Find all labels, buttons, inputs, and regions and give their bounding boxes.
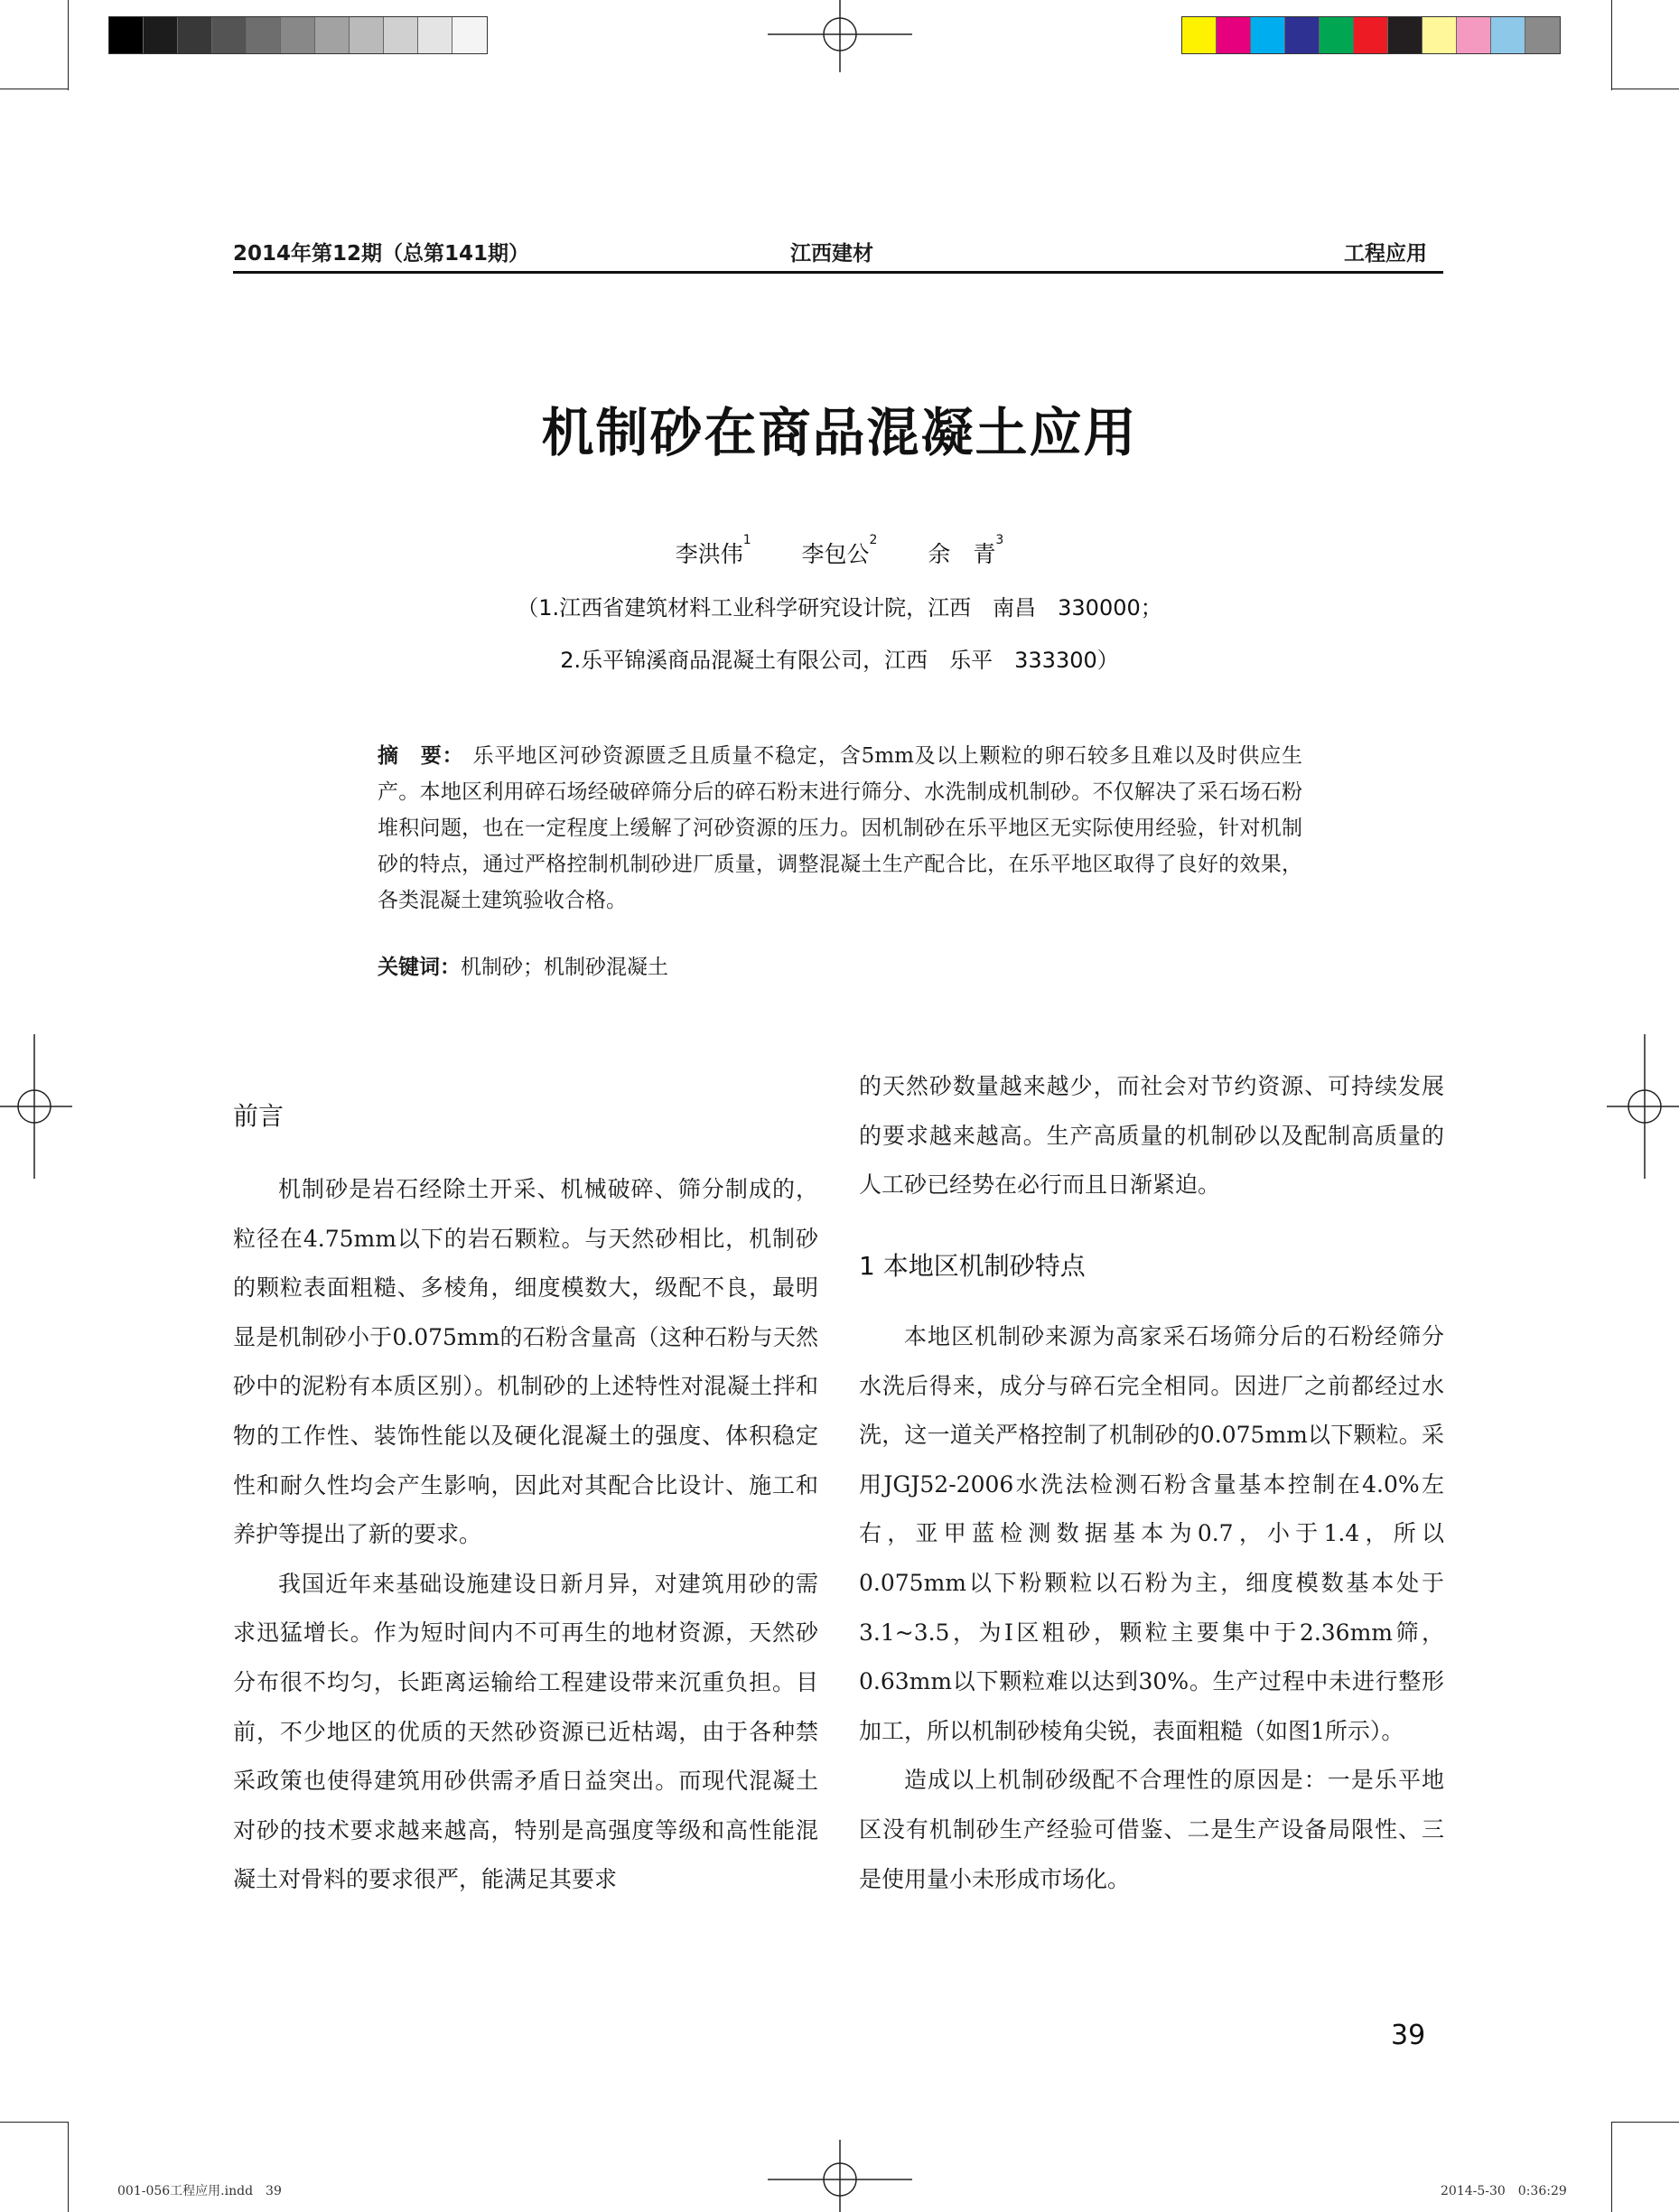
gray-swatch (178, 17, 212, 53)
footer-file: 001-056工程应用.indd 39 (117, 2184, 282, 2198)
registration-mark-top (768, 0, 912, 72)
color-swatch (1217, 17, 1251, 53)
abstract-label: 摘 要： (378, 744, 464, 768)
author-name: 李包公 (801, 541, 870, 567)
author-name: 余 青 (928, 541, 996, 567)
author-list (0, 533, 1679, 569)
page-number: 39 (1391, 2020, 1426, 2051)
right-column-body (859, 1312, 1444, 1904)
paragraph: 造成以上机制砂级配不合理性的原因是：一是乐平地区没有机制砂生产经验可借鉴、二是生产设备局限性、三是使用量小未形成市场化。 (859, 1767, 1444, 1892)
author-affiliation-mark: 2 (869, 533, 878, 547)
keywords-label: 关键词： (378, 956, 461, 979)
right-column-continuation (859, 1062, 1444, 1210)
color-swatch (1422, 17, 1457, 53)
paragraph: 我国近年来基础设施建设日新月异，对建筑用砂的需求迅猛增长。作为短时间内不可再生的地材资源，天然砂分布很不均匀，长距离运输给工程建设带来沉重负担。目前，不少地区的优质的天然砂资源已近枯竭，由于各种禁采政策也使得建筑用砂供需矛盾日益突出。而现代混凝土对砂的技术要求越来越高，特别是高强度等级和高性能混凝土对骨料的要求很严，能满足其要求 (233, 1570, 818, 1893)
color-swatch (1320, 17, 1354, 53)
section-heading-preface: 前言 (233, 1101, 284, 1131)
color-calibration-bar (1181, 16, 1561, 54)
paragraph: 本地区机制砂来源为高家采石场筛分后的石粉经筛分水洗后得来，成分与碎石完全相同。因进厂之前都经过水洗，这一道关严格控制了机制砂的0.075mm以下颗粒。采用JGJ52-2006水洗法检测石粉含量基本控制在4.0%左右，亚甲蓝检测数据基本为0.7，小于1.4，所以0.075mm以下粉颗粒以石粉为主，细度模数基本处于3.1~3.5，为Ⅰ区粗砂，颗粒主要集中于2.36mm筛，0.63mm以下颗粒难以达到30%。生产过程中未进行整形加工，所以机制砂棱角尖锐，表面粗糙（如图1所示）。 (859, 1323, 1444, 1744)
author-affiliation-mark: 3 (995, 533, 1004, 547)
affiliation-line: 2.乐平锦溪商品混凝土有限公司，江西 乐平 333300） (560, 648, 1119, 673)
gray-swatch (315, 17, 350, 53)
header-section: 工程应用 (1344, 242, 1427, 266)
color-swatch (1251, 17, 1285, 53)
gray-swatch (281, 17, 315, 53)
header-issue: 2014年第12期（总第141期） (233, 242, 530, 266)
registration-mark-right (1607, 1034, 1679, 1179)
gray-swatch (452, 17, 487, 53)
gray-swatch (384, 17, 418, 53)
color-swatch (1354, 17, 1388, 53)
footer-timestamp: 2014-5-30 0:36:29 (1441, 2184, 1567, 2198)
color-swatch (1491, 17, 1525, 53)
keywords-text: 机制砂；机制砂混凝土 (461, 956, 668, 979)
abstract (378, 738, 1302, 919)
paragraph: 的天然砂数量越来越少，而社会对节约资源、可持续发展的要求越来越高。生产高质量的机制砂以及配制高质量的人工砂已经势在必行而且日渐紧迫。 (859, 1073, 1444, 1199)
abstract-text: 乐平地区河砂资源匮乏且质量不稳定，含5mm及以上颗粒的卵石较多且难以及时供应生产。本地区利用碎石场经破碎筛分后的碎石粉末进行筛分、水洗制成机制砂。不仅解决了采石场石粉堆积问题，也在一定程度上缓解了河砂资源的压力。因机制砂在乐平地区无实际使用经验，针对机制砂的特点，通过严格控制机制砂进厂质量，调整混凝土生产配合比，在乐平地区取得了良好的效果，各类混凝土建筑验收合格。 (378, 744, 1302, 912)
color-swatch (1285, 17, 1320, 53)
header-rule (233, 271, 1443, 274)
affiliation-line: （1.江西省建筑材料工业科学研究设计院，江西 南昌 330000； (517, 595, 1162, 621)
author-affiliation-mark: 1 (742, 533, 751, 547)
paragraph: 机制砂是岩石经除土开采、机械破碎、筛分制成的，粒径在4.75mm以下的岩石颗粒。与天然砂相比，机制砂的颗粒表面粗糙、多棱角，细度模数大，级配不良，最明显是机制砂小于0.075mm的石粉含量高（这种石粉与天然砂中的泥粉有本质区别）。机制砂的上述特性对混凝土拌和物的工作性、装饰性能以及硬化混凝土的强度、体积稳定性和耐久性均会产生影响，因此对其配合比设计、施工和养护等提出了新的要求。 (233, 1176, 818, 1548)
gray-swatch (247, 17, 281, 53)
gray-swatch (418, 17, 452, 53)
color-swatch (1388, 17, 1422, 53)
grayscale-calibration-bar (108, 16, 488, 54)
registration-mark-bottom (768, 2140, 912, 2212)
color-swatch (1457, 17, 1491, 53)
keywords (378, 950, 668, 980)
article-title: 机制砂在商品混凝土应用 (541, 402, 1138, 463)
gray-swatch (109, 17, 144, 53)
header-journal: 江西建材 (790, 242, 873, 266)
gray-swatch (144, 17, 178, 53)
gray-swatch (212, 17, 247, 53)
color-swatch (1182, 17, 1217, 53)
registration-mark-left (0, 1034, 72, 1179)
gray-swatch (350, 17, 384, 53)
color-swatch (1525, 17, 1560, 53)
author-name: 李洪伟 (675, 541, 743, 567)
section-heading-1: 1 本地区机制砂特点 (859, 1251, 1086, 1281)
left-column-body (233, 1165, 818, 1905)
